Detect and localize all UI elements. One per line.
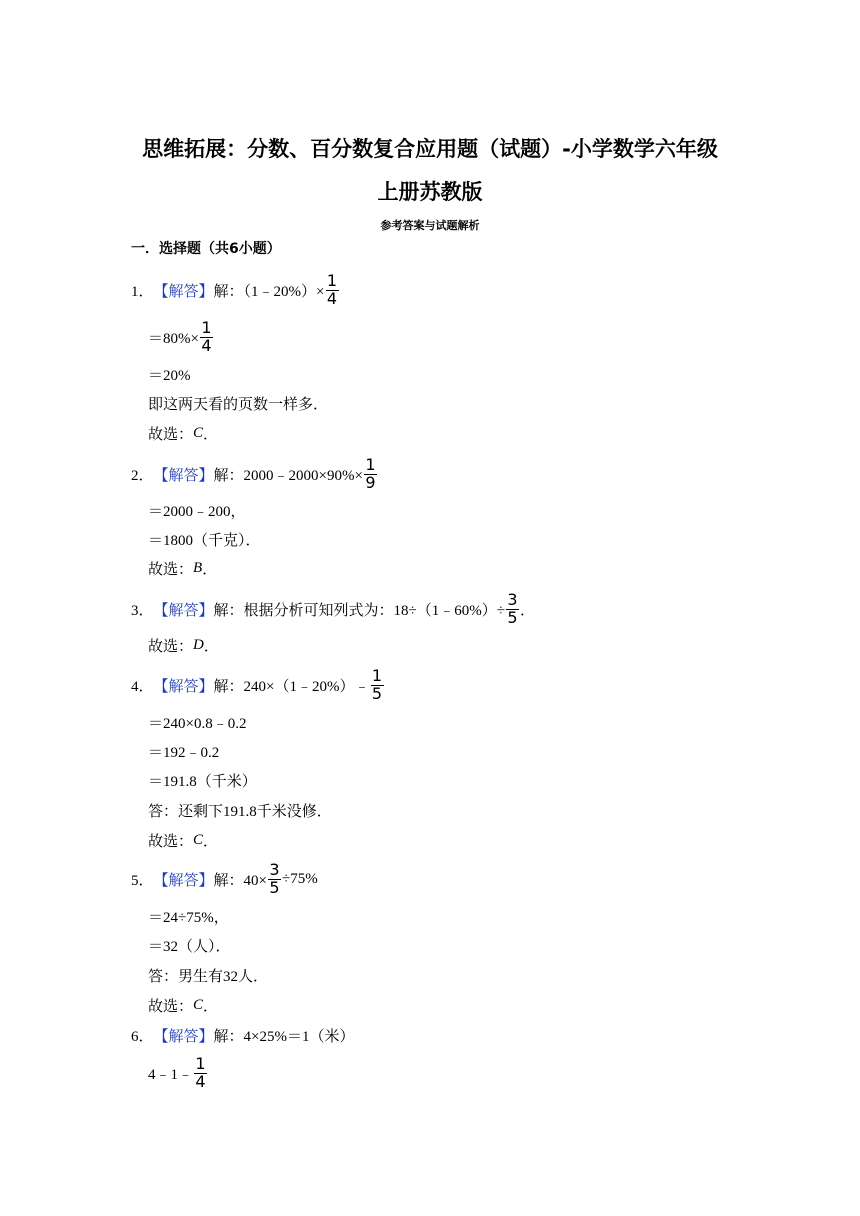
q3-header: 3． 【解答】 解：根据分析可知列式为：18÷（1﹣60%）÷ $\frac{3}{5}$ ．	[131, 590, 536, 627]
q1-expression: 解：（1﹣20%）×	[213, 283, 325, 300]
section-heading: 一．选择题（共6小题）	[131, 241, 281, 257]
q2-step1: ＝2000﹣200，	[148, 504, 246, 520]
solution-keyword: 【解答】	[153, 872, 214, 889]
q1-step2: ＝20%	[148, 368, 191, 384]
q1-header	[131, 273, 340, 308]
q1-number: 1．	[131, 283, 154, 300]
q1-step3: 即这两天看的页数一样多．	[148, 397, 329, 413]
q5-header: 5． 【解答】 解：40× $\frac{3}{5}$ ÷75%	[131, 860, 318, 897]
q6-header	[131, 1025, 355, 1046]
q1-answer: 故选： C ．	[148, 425, 219, 443]
q4-step3: ＝191.8（千米）	[148, 774, 257, 790]
q5-step3: 答：男生有32人．	[148, 969, 269, 985]
q2-number: 2．	[131, 467, 154, 484]
q6-expression: 解：4×25%＝1（米）	[213, 1029, 355, 1045]
q4-expression: 解：240×（1﹣20%）﹣	[213, 678, 370, 695]
q1-step1: ＝80%× $\frac{1}{4}$	[148, 318, 212, 355]
q5-fraction: $\frac{3}{5}$	[269, 860, 280, 897]
q6-step1: 4﹣1﹣ $\frac{1}{4}$	[148, 1054, 206, 1091]
q2-expression: 解：2000﹣2000×90%×	[213, 467, 363, 484]
q3-answer: 故选： D ．	[148, 637, 219, 655]
doc-title-line1: 思维拓展：分数、百分数复合应用题（试题）-小学数学六年级	[142, 137, 718, 161]
q6-number: 6．	[131, 1029, 154, 1045]
q5-number: 5．	[131, 872, 154, 889]
solution-keyword: 【解答】	[153, 678, 214, 695]
q5-answer: 故选： C ．	[148, 997, 219, 1015]
q4-step2: ＝192﹣0.2	[148, 745, 220, 761]
q4-fraction: $\frac{1}{5}$	[371, 666, 383, 703]
q5-step2: ＝32（人）．	[148, 939, 231, 955]
doc-subtitle: 参考答案与试题解析	[380, 219, 480, 232]
q5-expression: 解：40×	[213, 872, 267, 889]
solution-keyword: 【解答】	[153, 467, 214, 484]
q4-step4: 答：还剩下191.8千米没修．	[148, 804, 332, 820]
q2-header	[131, 457, 378, 492]
solution-keyword: 【解答】	[153, 602, 214, 619]
q1-step1-fraction: $\frac{1}{4}$	[201, 318, 212, 355]
q2-fraction: $\frac{1}{9}$	[365, 455, 376, 492]
q4-answer: 故选： C ．	[148, 832, 219, 850]
q6-step1-fraction: $\frac{1}{4}$	[195, 1054, 206, 1091]
solution-keyword: 【解答】	[153, 283, 214, 300]
q3-fraction: $\frac{3}{5}$	[507, 590, 518, 627]
solution-keyword: 【解答】	[153, 1029, 214, 1045]
q3-expression: 解：根据分析可知列式为：18÷（1﹣60%）÷	[213, 602, 505, 619]
q1-fraction: $\frac{1}{4}$	[326, 271, 338, 308]
q4-step1: ＝240×0.8﹣0.2	[148, 716, 247, 732]
q4-header	[131, 668, 385, 703]
q3-number: 3．	[131, 602, 154, 619]
doc-title-line2: 上册苏教版	[377, 180, 483, 204]
q2-step2: ＝1800（千克）．	[148, 533, 261, 549]
q5-step1: ＝24÷75%，	[148, 910, 229, 926]
q4-number: 4．	[131, 678, 154, 695]
q2-answer: 故选： B ．	[148, 560, 218, 578]
